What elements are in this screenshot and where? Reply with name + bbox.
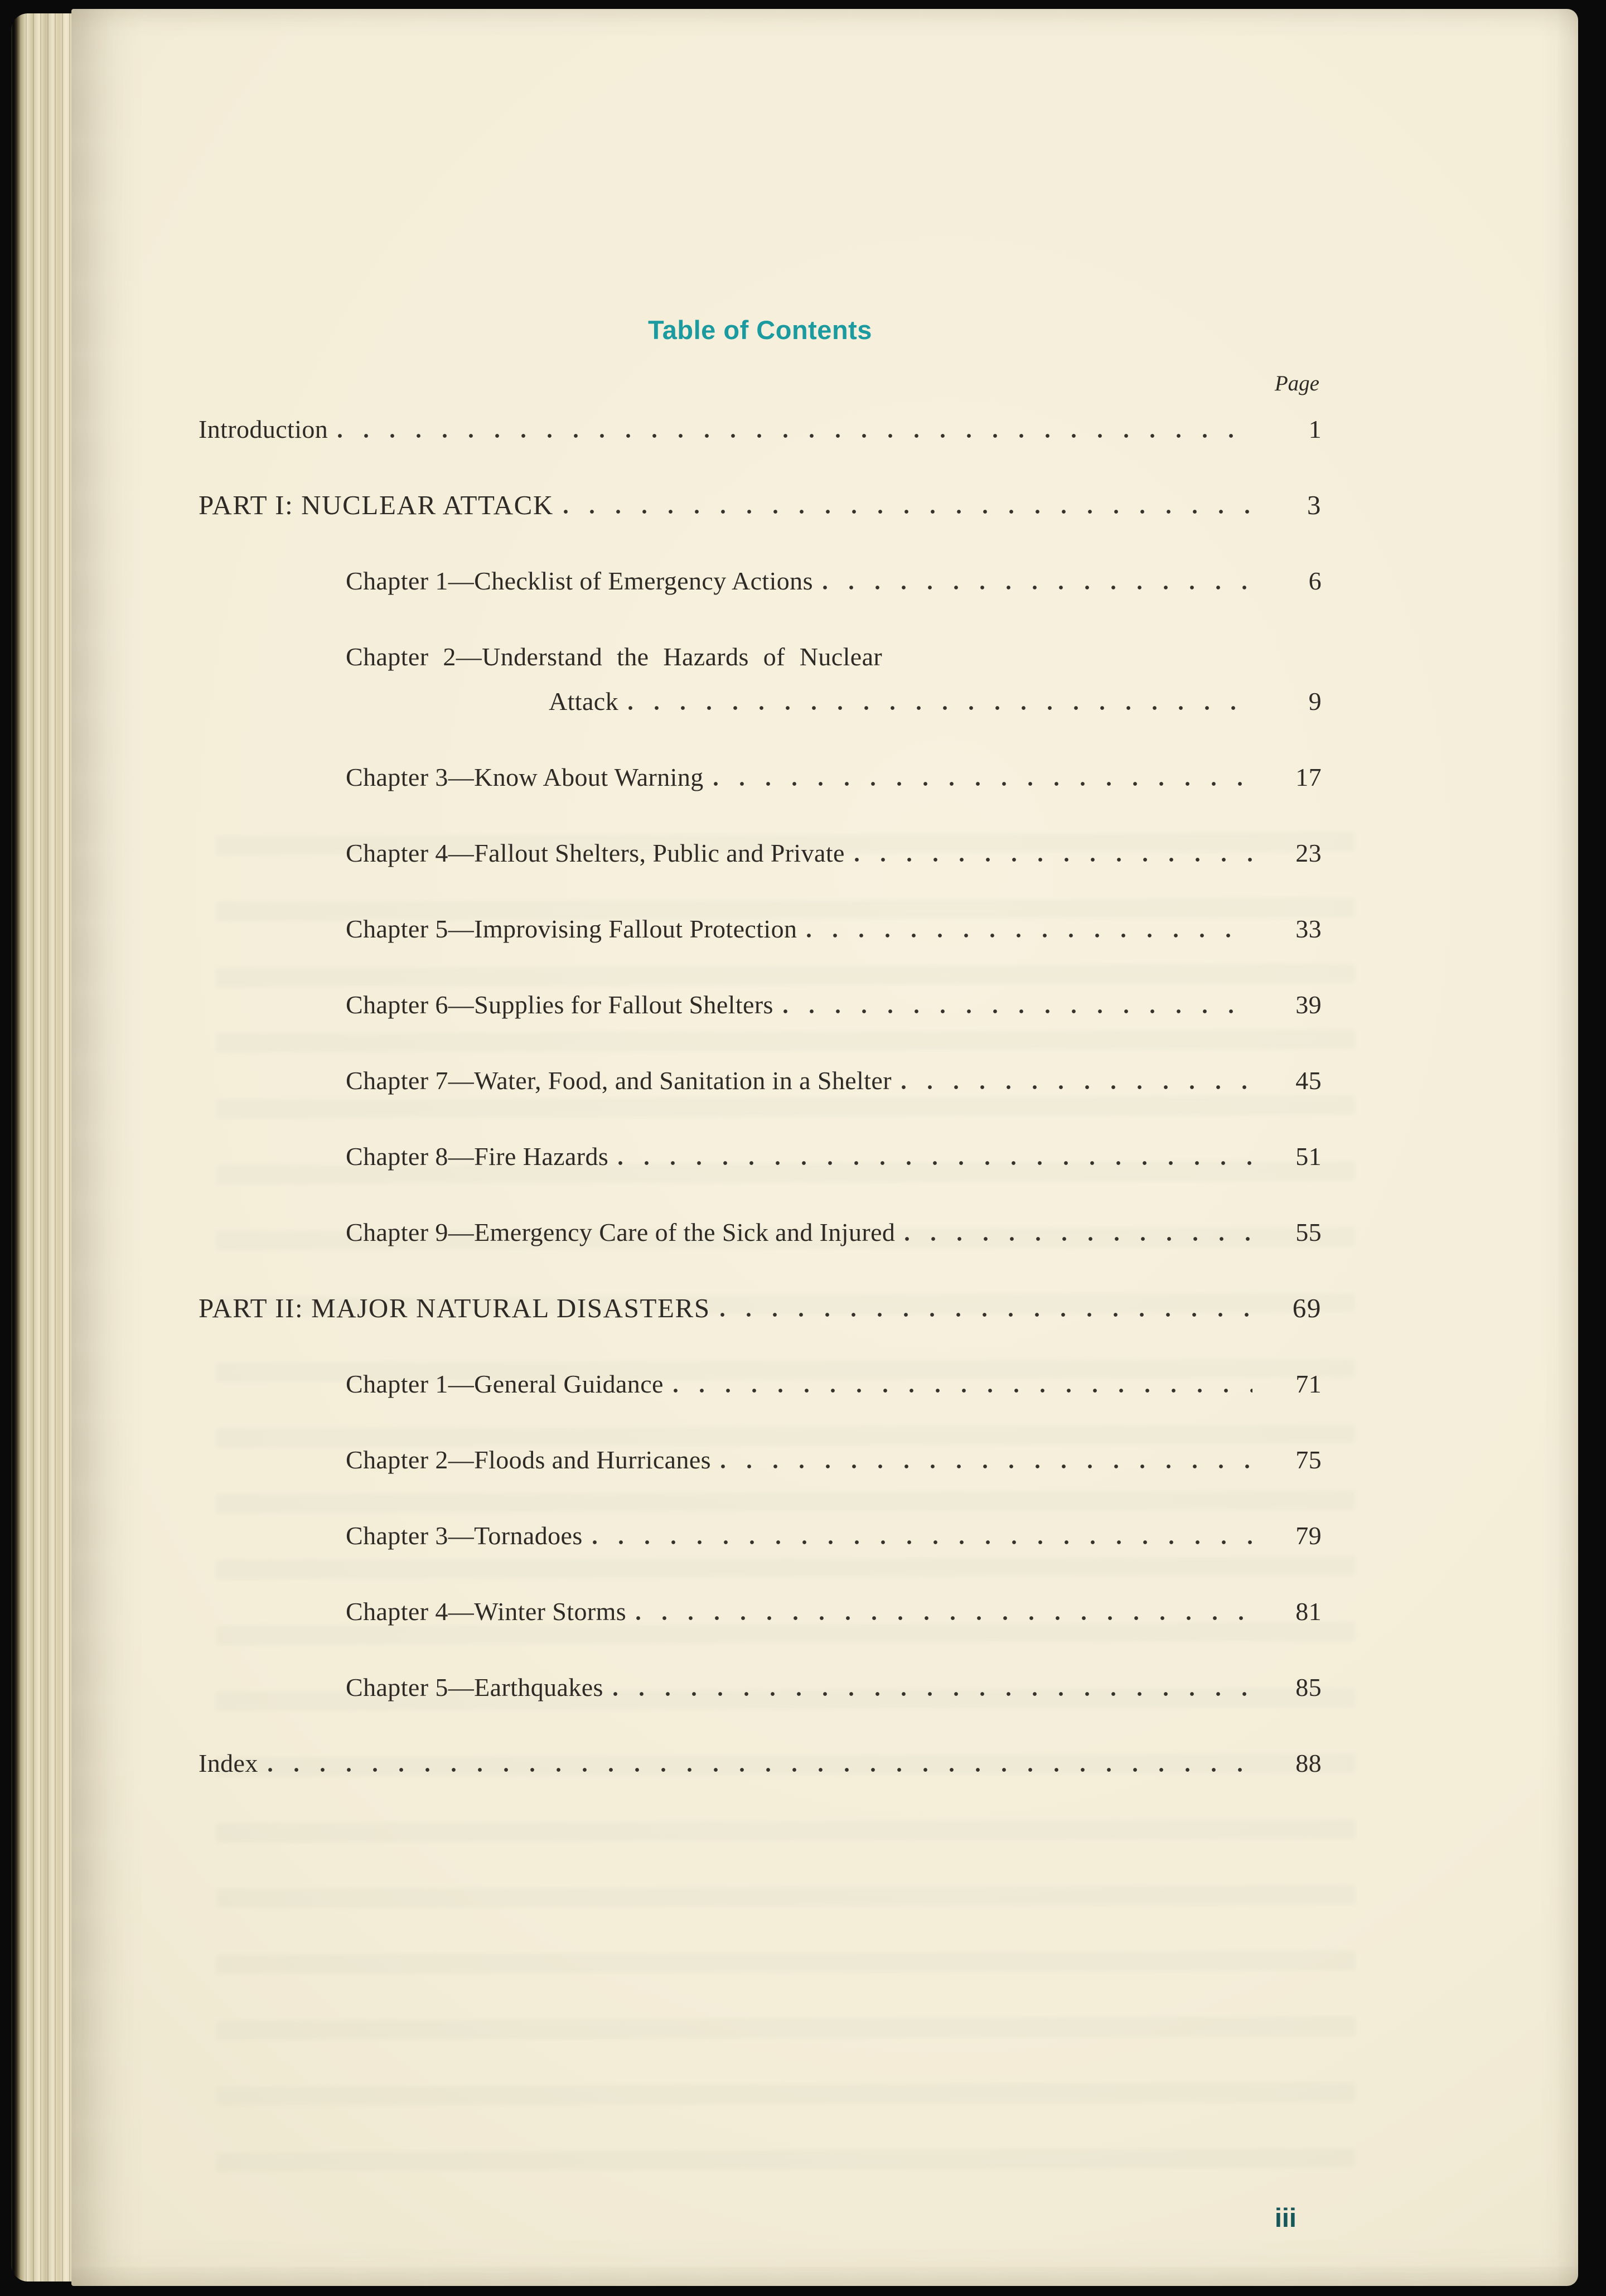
toc-entry bbox=[199, 989, 1322, 1021]
toc-entry bbox=[199, 1140, 1322, 1173]
toc-entry bbox=[199, 489, 1322, 521]
dot-leader bbox=[258, 1747, 1259, 1780]
toc-entry bbox=[199, 761, 1322, 794]
toc-entry-label: Chapter 1—Checklist of Emergency Actions bbox=[346, 567, 813, 595]
book-left-pages-edge bbox=[11, 13, 72, 2282]
book-page bbox=[71, 9, 1578, 2286]
folio-number: iii bbox=[1274, 2203, 1297, 2232]
dot-leader bbox=[711, 1444, 1259, 1476]
toc-entry bbox=[199, 1671, 1322, 1704]
toc-entry-label: Chapter 2—Understand the Hazards of Nuclear bbox=[346, 642, 883, 671]
toc-entry-page: 45 bbox=[1295, 1066, 1322, 1095]
toc-entry-page: 51 bbox=[1295, 1142, 1322, 1171]
toc-entry-page: 3 bbox=[1307, 490, 1322, 520]
toc-entry-label: PART I: NUCLEAR ATTACK bbox=[199, 490, 554, 520]
toc-entry bbox=[199, 1596, 1322, 1628]
toc-entry-page: 23 bbox=[1295, 839, 1322, 867]
toc-entry-label: Chapter 4—Fallout Shelters, Public and Private bbox=[346, 839, 845, 867]
toc-entry-label: Index bbox=[199, 1749, 258, 1777]
toc-entries bbox=[199, 413, 1322, 1780]
toc-entry bbox=[199, 1065, 1322, 1097]
toc-entry-label: Chapter 3—Know About Warning bbox=[346, 763, 704, 791]
dot-leader bbox=[704, 761, 1259, 794]
toc-entry-label: Chapter 9—Emergency Care of the Sick and Injured bbox=[346, 1218, 896, 1246]
toc-entry bbox=[199, 1520, 1322, 1552]
dot-leader bbox=[710, 1292, 1259, 1325]
toc-entry bbox=[199, 1444, 1322, 1476]
page-column-label: Page bbox=[1274, 371, 1319, 395]
toc-entry-label: Chapter 8—Fire Hazards bbox=[346, 1142, 609, 1171]
dot-leader bbox=[892, 1065, 1259, 1097]
dot-leader bbox=[554, 489, 1259, 521]
toc-entry-page: 39 bbox=[1295, 990, 1322, 1019]
dot-leader bbox=[813, 565, 1259, 597]
toc-entry-label: PART II: MAJOR NATURAL DISASTERS bbox=[199, 1293, 710, 1323]
toc-entry bbox=[199, 1368, 1322, 1400]
toc-entry bbox=[199, 1292, 1322, 1325]
toc-entry-page: 69 bbox=[1292, 1293, 1322, 1323]
toc-entry-label: Chapter 5—Earthquakes bbox=[346, 1673, 603, 1702]
toc-entry-label: Chapter 4—Winter Storms bbox=[346, 1597, 627, 1626]
toc-entry-label: Chapter 6—Supplies for Fallout Shelters bbox=[346, 990, 773, 1019]
dot-leader bbox=[608, 1140, 1259, 1173]
toc-entry-page: 17 bbox=[1295, 763, 1322, 791]
toc-entry-page: 81 bbox=[1295, 1597, 1322, 1626]
toc-entry-page: 75 bbox=[1295, 1446, 1322, 1474]
toc-entry-label: Chapter 1—General Guidance bbox=[346, 1370, 664, 1398]
dot-leader bbox=[664, 1368, 1259, 1400]
dot-leader bbox=[618, 685, 1259, 718]
dot-leader bbox=[626, 1596, 1259, 1628]
toc-entry-label: Attack bbox=[549, 687, 619, 716]
toc-entry bbox=[199, 685, 1322, 718]
toc-entry-page: 88 bbox=[1295, 1749, 1322, 1777]
toc-entry bbox=[199, 641, 1322, 673]
toc-entry bbox=[199, 913, 1322, 945]
toc-entry bbox=[199, 837, 1322, 869]
toc-entry-label: Chapter 2—Floods and Hurricanes bbox=[346, 1446, 711, 1474]
toc-entry-label: Chapter 3—Tornadoes bbox=[346, 1521, 583, 1550]
toc-content bbox=[199, 315, 1322, 1823]
toc-entry-page: 79 bbox=[1295, 1521, 1322, 1550]
toc-entry-label: Chapter 7—Water, Food, and Sanitation in a Shelter bbox=[346, 1066, 892, 1095]
toc-entry-page: 71 bbox=[1295, 1370, 1322, 1398]
toc-entry-page: 6 bbox=[1308, 567, 1322, 595]
dot-leader bbox=[583, 1520, 1259, 1552]
toc-entry-page: 33 bbox=[1295, 915, 1322, 943]
toc-entry bbox=[199, 565, 1322, 597]
toc-entry-label: Introduction bbox=[199, 415, 328, 443]
dot-leader bbox=[797, 913, 1259, 945]
toc-entry-page: 9 bbox=[1308, 687, 1322, 716]
dot-leader bbox=[895, 1216, 1259, 1249]
toc-entry-label: Chapter 5—Improvising Fallout Protection bbox=[346, 915, 797, 943]
dot-leader bbox=[845, 837, 1259, 869]
toc-title: Table of Contents bbox=[648, 315, 872, 345]
dot-leader bbox=[603, 1671, 1259, 1704]
toc-entry bbox=[199, 1747, 1322, 1780]
toc-entry-page: 55 bbox=[1295, 1218, 1322, 1246]
dot-leader bbox=[328, 413, 1259, 446]
toc-entry bbox=[199, 1216, 1322, 1249]
toc-entry-page: 85 bbox=[1295, 1673, 1322, 1702]
toc-entry-page: 1 bbox=[1308, 415, 1322, 443]
dot-leader bbox=[773, 989, 1259, 1021]
toc-entry bbox=[199, 413, 1322, 446]
